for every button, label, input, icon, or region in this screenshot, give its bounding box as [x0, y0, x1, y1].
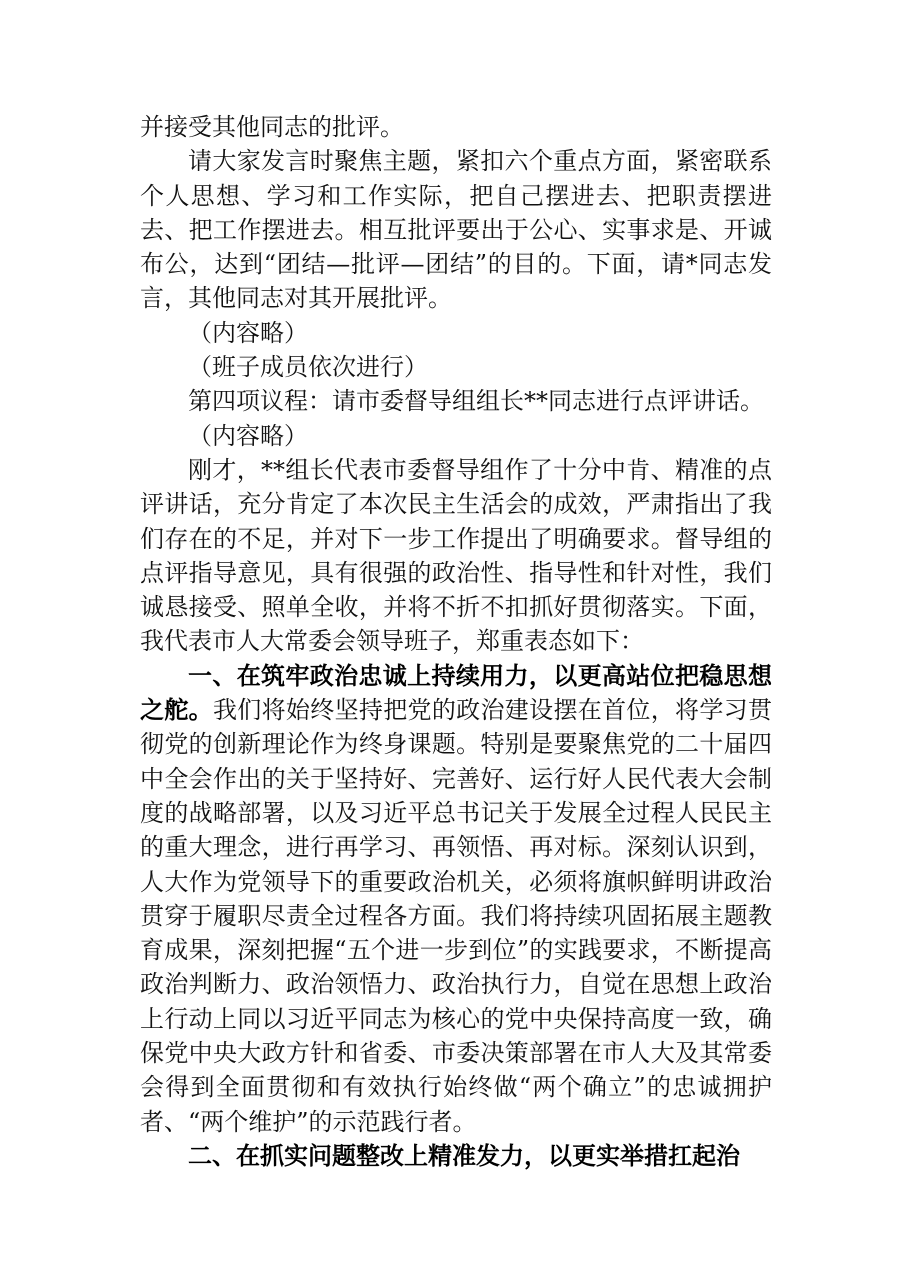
paragraph-content-omitted-2: （内容略）	[188, 421, 308, 450]
document-body	[140, 110, 772, 1173]
section-two-heading: 二、在抓实问题整改上精准发力，以更实举措扛起治	[188, 1141, 740, 1170]
paragraph-closing-criticism: 并接受其他同志的批评。	[140, 113, 404, 141]
paragraph-members-in-turn: （班子成员依次进行）	[188, 353, 428, 382]
paragraph-agenda-item-four: 第四项议程：请市委督导组组长**同志进行点评讲话。	[188, 387, 764, 416]
paragraph-response-statement: 刚才，**组长代表市委督导组作了十分中肯、精准的点评讲话，充分肯定了本次民主生活会的成效，严肃指出了我们存在的不足，并对下一步工作提出了明确要求。督导组的点评指导意见，具有很强的政治性、指导性和针对性，我们诚恳接受、照单全收，并将不折不扣抓好贯彻落实。下面，我代表市人大常委会领导班子，郑重表态如下：	[140, 455, 772, 656]
paragraph-speaking-instructions: 请大家发言时聚焦主题，紧扣六个重点方面，紧密联系个人思想、学习和工作实际，把自己摆进去、把职责摆进去、把工作摆进去。相互批评要出于公心、实事求是、开诚布公，达到“团结—批评—团结”的目的。下面，请*同志发言，其他同志对其开展批评。	[140, 147, 772, 313]
section-one-body: 我们将始终坚持把党的政治建设摆在首位，将学习贯彻党的创新理论作为终身课题。特别是要聚焦党的二十届四中全会作出的关于坚持好、完善好、运行好人民代表大会制度的战略部署，以及习近平总书记关于发展全过程人民民主的重大理念，进行再学习、再领悟、再对标。深刻认识到，人大作为党领导下的重要政治机关，必须将旗帜鲜明讲政治贯穿于履职尽责全过程各方面。我们将持续巩固拓展主题教育成果，深刻把握“五个进一步到位”的实践要求，不断提高政治判断力、政治领悟力、政治执行力，自觉在思想上政治上行动上同以习近平同志为核心的党中央保持高度一致，确保党中央大政方针和省委、市委决策部署在市人大及其常委会得到全面贯彻和有效执行始终做“两个确立”的忠诚拥护者、“两个维护”的示范践行者。	[140, 696, 773, 1136]
section-two-paragraph	[140, 1139, 772, 1173]
section-one-paragraph	[140, 659, 772, 1139]
paragraph-content-omitted: （内容略）	[188, 318, 308, 347]
section-one-heading: 一、在筑牢政治忠诚上持续用力，以更高站位把稳思想之舵。	[140, 661, 772, 725]
